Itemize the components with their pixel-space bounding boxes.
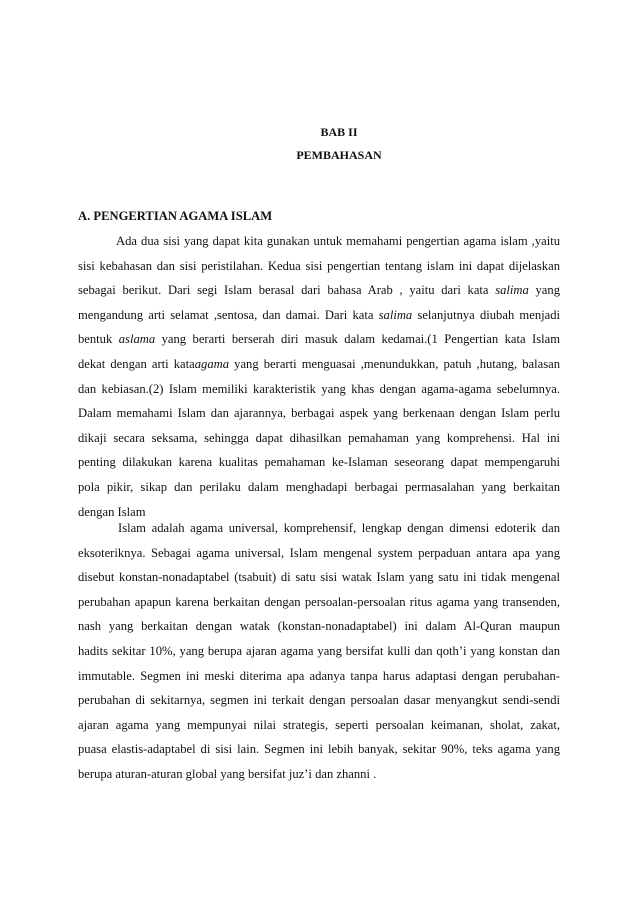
paragraph-line: berupa aturan-aturan global yang bersifat juz’i dan zhanni .: [78, 766, 377, 781]
paragraph-line: sisi kebahasan dan sisi peristilahan. Kedua sisi pengertian tentang islam ini dapat dijelaskan: [78, 258, 560, 273]
paragraph-definition: [78, 229, 560, 524]
paragraph-line: sebagai berikut. Dari segi Islam berasal dari bahasa Arab , yaitu dari kata salima yang: [78, 283, 560, 298]
chapter-title: PEMBAHASAN: [296, 148, 382, 162]
paragraph-line: Islam adalah agama universal, komprehensif, lengkap dengan dimensi edoterik dan: [118, 521, 560, 535]
paragraph-line: dengan Islam: [78, 504, 146, 519]
paragraph-line: perubahan di sekitarnya, segmen ini terkait dengan persoalan dasar menyangkut sendi-sendi: [78, 693, 560, 708]
paragraph-line: pola pikir, sikap dan perilaku dalam menghadapi berbagai permasalahan yang berkaitan: [78, 479, 560, 494]
paragraph-line: Ada dua sisi yang dapat kita gunakan untuk memahami pengertian agama islam ,yaitu: [116, 234, 560, 248]
section-title: A. PENGERTIAN AGAMA ISLAM: [78, 209, 273, 223]
paragraph-line: immutable. Segmen ini meski diterima apa adanya tanpa harus adaptasi dengan perubahan-: [78, 668, 560, 683]
paragraph-line: puasa elastis-adaptabel di sisi lain. Segmen ini lebih banyak, sekitar 90%, teks agama yang: [78, 742, 560, 757]
paragraph-line: dikaji secara seksama, sehingga dapat dihasilkan pemahaman yang komprehensi. Hal ini: [78, 430, 560, 445]
chapter-label: BAB II: [320, 125, 358, 139]
paragraph-line: dan kebiasan.(2) Islam memiliki karakteristik yang khas dengan agama-agama sebelumnya.: [78, 381, 560, 396]
paragraph-line: penting dilakukan karena kualitas pemahaman ke-Islaman seseorang dapat mempengaruhi: [78, 455, 560, 470]
paragraph-line: bentuk aslama yang berarti berserah diri masuk dalam kedamai.(1 Pengertian kata Islam: [78, 332, 560, 347]
paragraph-line: hadits sekitar 10%, yang berupa ajaran agama yang bersifat kulli dan qoth’i yang konstan dan: [78, 643, 560, 658]
paragraph-line: nash yang berkaitan dengan watak (konstan-nonadaptabel) ini dalam Al-Quran maupun: [78, 619, 560, 634]
paragraph-line: disebut konstan-nonadaptabel (tsabuit) di satu sisi watak Islam yang satu ini tidak mengenal: [78, 570, 560, 585]
paragraph-line: mengandung arti selamat ,sentosa, dan damai. Dari kata salima selanjutnya diubah menjadi: [78, 307, 560, 322]
paragraph-line: dekat dengan arti kataagama yang berarti menguasai ,menundukkan, patuh ,hutang, balasan: [78, 356, 561, 371]
paragraph-line: Dalam memahami Islam dan ajarannya, berbagai aspek yang berkenaan dengan Islam perlu: [78, 406, 560, 421]
paragraph-line: eksoteriknya. Sebagai agama universal, Islam mengenal system perpaduan antara apa yang: [78, 545, 560, 560]
paragraph-universal: [78, 516, 560, 787]
paragraph-line: perubahan apapun karena berkaitan dengan persoalan-persoalan ritus agama yang transenden,: [78, 594, 560, 609]
paragraph-line: ajaran agama yang mempunyai nilai strategis, seperti persoalan keimanan, sholat, zakat,: [78, 717, 560, 732]
